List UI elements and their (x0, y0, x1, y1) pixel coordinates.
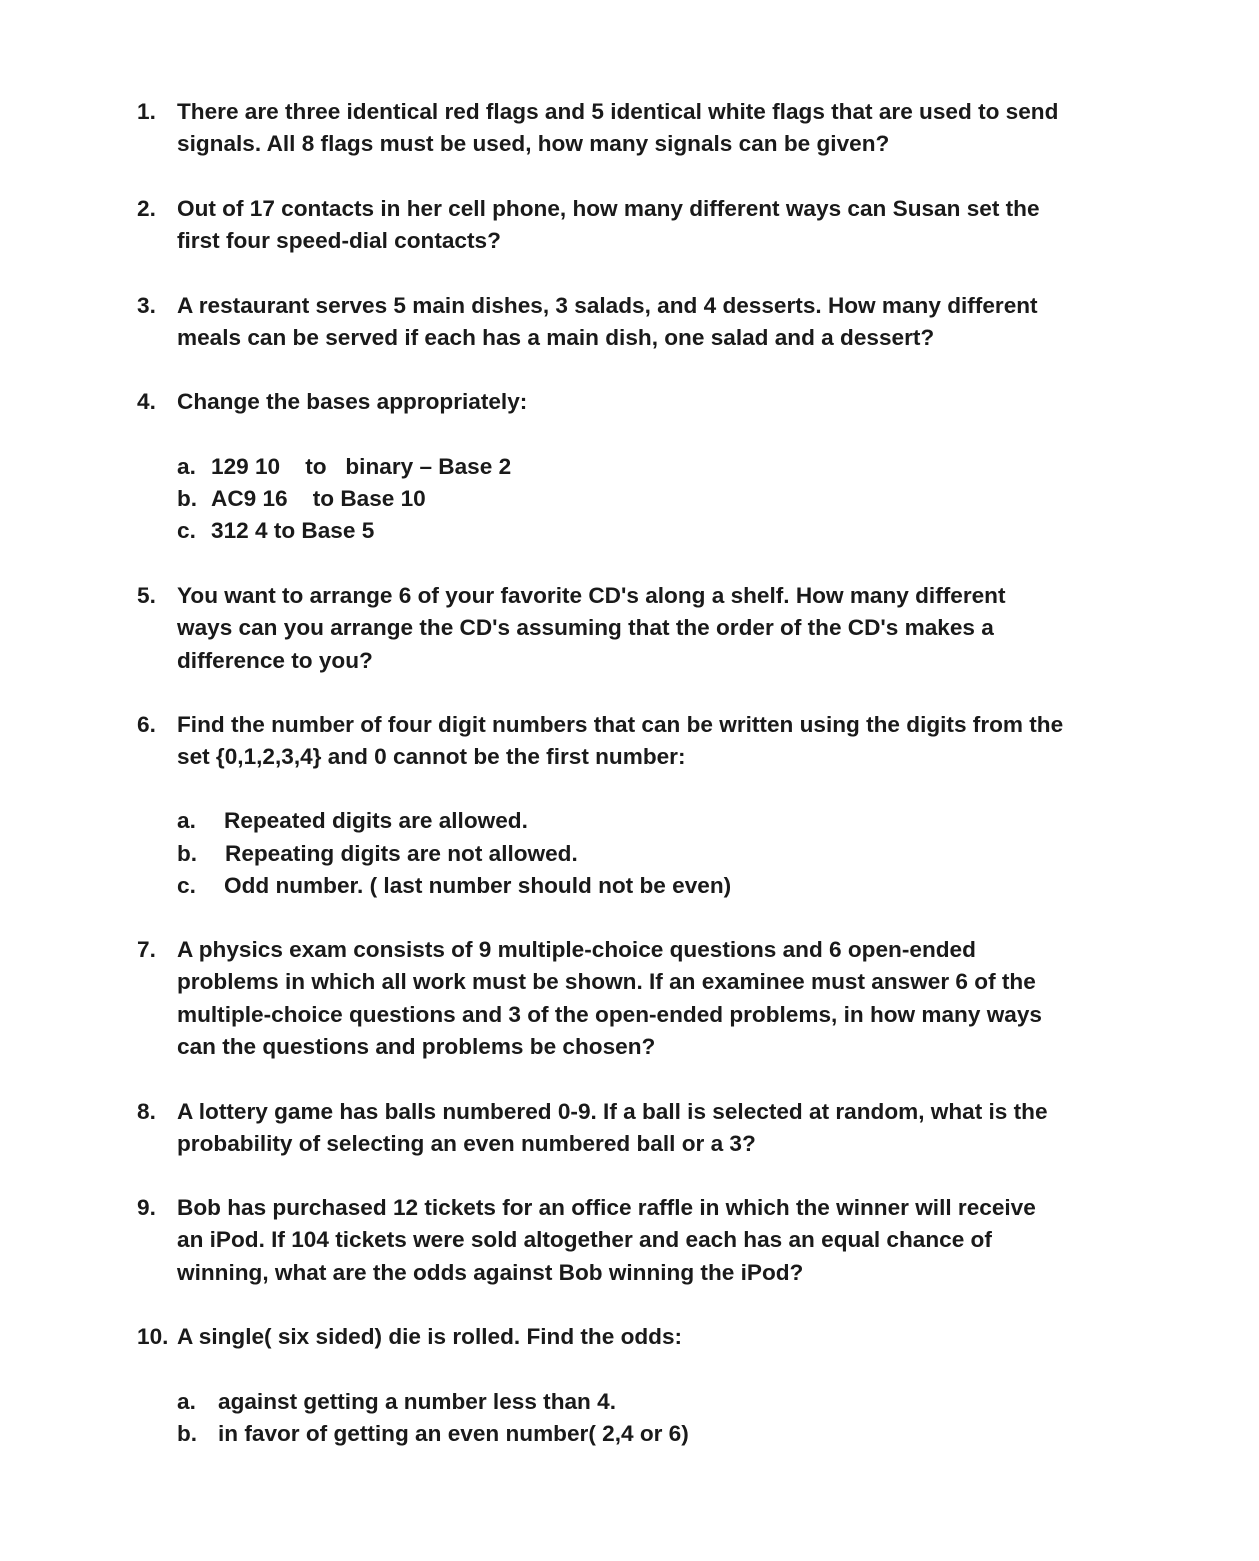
question-6 (137, 709, 1147, 774)
question-text-line: meals can be served if each has a main dish, one salad and a dessert? (177, 325, 935, 351)
subitem-6a (177, 805, 528, 837)
question-text-line: winning, what are the odds against Bob winning the iPod? (177, 1259, 804, 1285)
question-5 (137, 580, 1147, 677)
subitem-letter: b. (177, 486, 198, 511)
question-2 (137, 193, 1147, 258)
subitem-letter: b. (177, 1421, 198, 1446)
question-text-line: A physics exam consists of 9 multiple-choice questions and 6 open-ended (177, 937, 976, 962)
question-8 (137, 1096, 1147, 1161)
question-text-line: an iPod. If 104 tickets were sold altogether and each has an equal chance of (177, 1227, 992, 1253)
subitem-letter: c. (177, 518, 196, 543)
question-number: 4. (137, 389, 156, 414)
subitem-text: Repeated digits are allowed. (224, 808, 528, 833)
question-text-line: set {0,1,2,3,4} and 0 cannot be the first number: (177, 744, 686, 770)
subitem-text: Repeating digits are not allowed. (225, 841, 578, 866)
question-text-line: multiple-choice questions and 3 of the open-ended problems, in how many ways (177, 1001, 1042, 1027)
subitem-letter: c. (177, 873, 196, 898)
subitem-10b (177, 1418, 689, 1450)
question-number: 9. (137, 1195, 156, 1220)
question-text-line: There are three identical red flags and 5 identical white flags that are used to send (177, 99, 1059, 124)
question-number: 10. (137, 1324, 169, 1349)
question-text-line: Change the bases appropriately: (177, 389, 528, 414)
question-text-line: A restaurant serves 5 main dishes, 3 salads, and 4 desserts. How many different (177, 293, 1038, 318)
question-1 (137, 96, 1147, 161)
question-text-line: A single( six sided) die is rolled. Find the odds: (177, 1324, 683, 1349)
question-number: 3. (137, 293, 156, 318)
question-text-line: Bob has purchased 12 tickets for an office raffle in which the winner will receive (177, 1195, 1036, 1220)
question-number: 8. (137, 1099, 156, 1124)
subitem-text: AC9 16 to Base 10 (211, 486, 426, 511)
subitem-letter: b. (177, 841, 198, 866)
subitem-letter: a. (177, 454, 196, 479)
subitem-4c (177, 515, 374, 547)
subitem-6c (177, 870, 731, 902)
question-number: 6. (137, 712, 156, 737)
question-7 (137, 934, 1147, 1063)
question-9 (137, 1192, 1147, 1289)
question-number: 5. (137, 583, 156, 608)
question-text-line: Out of 17 contacts in her cell phone, how many different ways can Susan set the (177, 196, 1040, 221)
subitem-text: Odd number. ( last number should not be even) (224, 873, 732, 898)
question-text-line: Find the number of four digit numbers that can be written using the digits from the (177, 712, 1064, 737)
question-number: 7. (137, 937, 156, 962)
question-text-line: problems in which all work must be shown. If an examinee must answer 6 of the (177, 969, 1036, 995)
question-text-line: You want to arrange 6 of your favorite CD's along a shelf. How many different (177, 583, 1006, 608)
subitem-4b (177, 483, 426, 515)
question-text-line: probability of selecting an even numbered ball or a 3? (177, 1131, 756, 1157)
question-text-line: signals. All 8 flags must be used, how many signals can be given? (177, 131, 890, 157)
subitem-10a (177, 1386, 616, 1418)
subitem-text: 312 4 to Base 5 (211, 518, 375, 543)
question-3 (137, 290, 1147, 355)
question-4 (137, 386, 1147, 418)
subitem-text: against getting a number less than 4. (218, 1389, 616, 1414)
subitem-6b (177, 838, 578, 870)
question-text-line: first four speed-dial contacts? (177, 228, 501, 254)
subitem-text: in favor of getting an even number( 2,4 or 6) (218, 1421, 689, 1446)
subitem-letter: a. (177, 1389, 196, 1414)
question-text-line: A lottery game has balls numbered 0-9. If a ball is selected at random, what is the (177, 1099, 1048, 1124)
question-number: 1. (137, 99, 156, 124)
subitem-4a (177, 451, 511, 483)
question-10 (137, 1321, 1147, 1353)
question-text-line: can the questions and problems be chosen? (177, 1033, 656, 1059)
question-text-line: difference to you? (177, 647, 373, 673)
question-number: 2. (137, 196, 156, 221)
subitem-letter: a. (177, 808, 196, 833)
subitem-text: 129 10 to binary – Base 2 (211, 454, 512, 479)
question-text-line: ways can you arrange the CD's assuming that the order of the CD's makes a (177, 615, 994, 641)
